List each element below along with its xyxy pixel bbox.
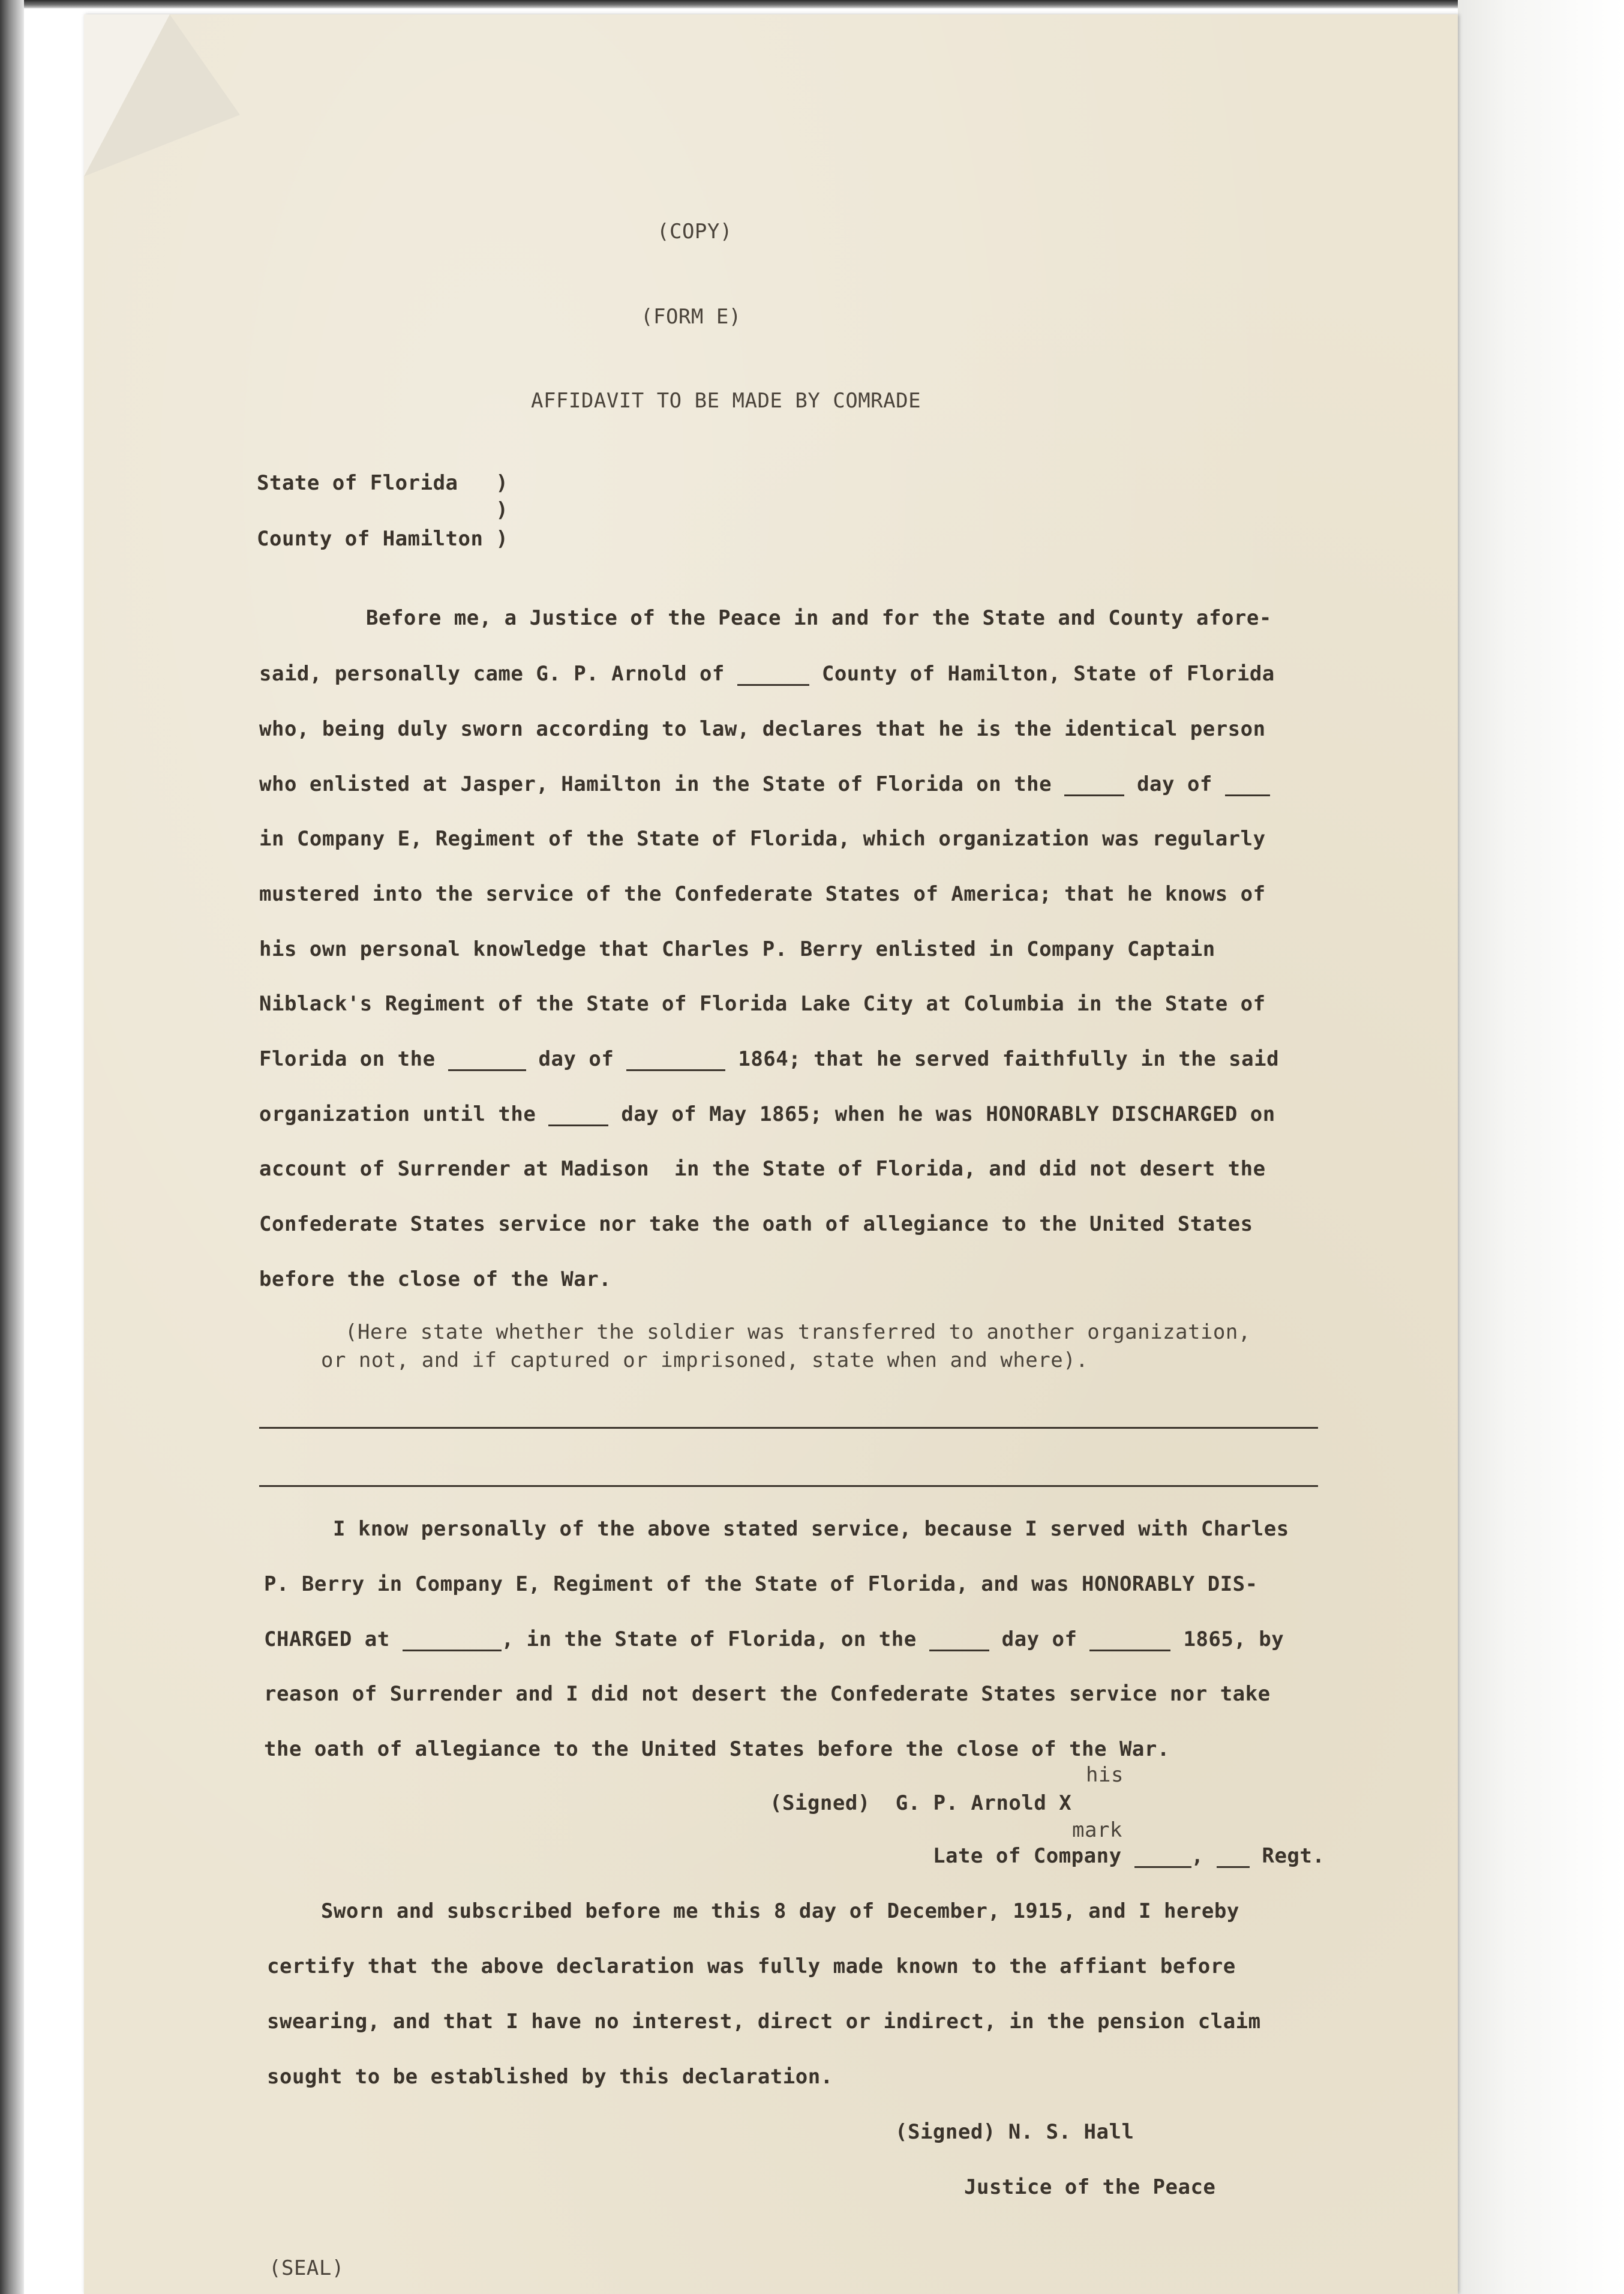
body-line: CHARGED at , in the State of Florida, on the day of 1865, by bbox=[264, 1627, 1284, 1651]
jurat-line: sought to be established by this declaration. bbox=[267, 2065, 833, 2089]
seal-label: (SEAL) bbox=[269, 2256, 344, 2280]
blank-field bbox=[1217, 1848, 1250, 1868]
answer-rule bbox=[259, 1427, 1318, 1429]
body-line: before the close of the War. bbox=[259, 1267, 612, 1291]
scan-right-margin bbox=[1458, 0, 1624, 2294]
blank-field bbox=[737, 666, 809, 686]
blank-field bbox=[1064, 776, 1124, 796]
blank-field bbox=[929, 1632, 989, 1651]
blank-field bbox=[1089, 1632, 1170, 1651]
document-page bbox=[84, 14, 1458, 2294]
jurat-line: certify that the above declaration was fully made known to the affiant before bbox=[267, 1954, 1236, 1978]
instruction-note: (Here state whether the soldier was transferred to another organization, bbox=[345, 1320, 1251, 1344]
late-of-company: Late of Company , Regt. bbox=[933, 1844, 1325, 1868]
body-line: who enlisted at Jasper, Hamilton in the State of Florida on the day of bbox=[259, 772, 1270, 796]
blank-field bbox=[1134, 1848, 1191, 1868]
jurat-line: Sworn and subscribed before me this 8 day of December, 1915, and I hereby bbox=[321, 1899, 1239, 1923]
instruction-note: or not, and if captured or imprisoned, state when and where). bbox=[321, 1348, 1089, 1372]
body-line: Confederate States service nor take the oath of allegiance to the United States bbox=[259, 1212, 1253, 1236]
venue-state: State of Florida ) bbox=[257, 471, 509, 495]
body-line: P. Berry in Company E, Regiment of the State of Florida, and was HONORABLY DIS- bbox=[264, 1572, 1258, 1596]
signature-his: his bbox=[1086, 1763, 1124, 1787]
body-line: his own personal knowledge that Charles P. Berry enlisted in Company Captain bbox=[259, 937, 1215, 961]
copy-label: (COPY) bbox=[657, 220, 733, 244]
blank-field bbox=[626, 1051, 725, 1071]
blank-field bbox=[403, 1632, 502, 1651]
body-line: who, being duly sworn according to law, declares that he is the identical person bbox=[259, 717, 1266, 741]
body-line: said, personally came G. P. Arnold of County of Hamilton, State of Florida bbox=[259, 662, 1275, 686]
scan-left-edge bbox=[0, 0, 24, 2294]
blank-field bbox=[548, 1106, 608, 1126]
body-line: I know personally of the above stated service, because I served with Charles bbox=[333, 1517, 1289, 1541]
scan-top-edge bbox=[0, 0, 1500, 8]
body-line: Before me, a Justice of the Peace in and for the State and County afore- bbox=[366, 606, 1272, 630]
body-line: Florida on the day of 1864; that he served faithfully in the said bbox=[259, 1047, 1280, 1071]
body-line: mustered into the service of the Confederate States of America; that he knows of bbox=[259, 882, 1266, 906]
signature-hall: (Signed) N. S. Hall bbox=[895, 2120, 1134, 2144]
body-line: Niblack's Regiment of the State of Florida Lake City at Columbia in the State of bbox=[259, 992, 1266, 1016]
venue-bracket: ) bbox=[257, 498, 509, 522]
signature-arnold: (Signed) G. P. Arnold X bbox=[770, 1791, 1072, 1815]
body-line: the oath of allegiance to the United States before the close of the War. bbox=[264, 1737, 1170, 1761]
answer-rule bbox=[259, 1485, 1318, 1487]
signature-mark: mark bbox=[1072, 1818, 1122, 1842]
body-line: reason of Surrender and I did not desert the Confederate States service nor take bbox=[264, 1682, 1271, 1706]
body-line: in Company E, Regiment of the State of Florida, which organization was regularly bbox=[259, 827, 1266, 851]
jurat-line: swearing, and that I have no interest, direct or indirect, in the pension claim bbox=[267, 2010, 1261, 2034]
venue-county: County of Hamilton ) bbox=[257, 527, 509, 551]
blank-field bbox=[1225, 776, 1270, 796]
body-line: account of Surrender at Madison in the State of Florida, and did not desert the bbox=[259, 1157, 1266, 1181]
justice-title: Justice of the Peace bbox=[964, 2175, 1216, 2199]
form-label: (FORM E) bbox=[641, 305, 742, 329]
document-title: AFFIDAVIT TO BE MADE BY COMRADE bbox=[531, 389, 921, 413]
body-line: organization until the day of May 1865; when he was HONORABLY DISCHARGED on bbox=[259, 1102, 1275, 1126]
blank-field bbox=[448, 1051, 526, 1071]
